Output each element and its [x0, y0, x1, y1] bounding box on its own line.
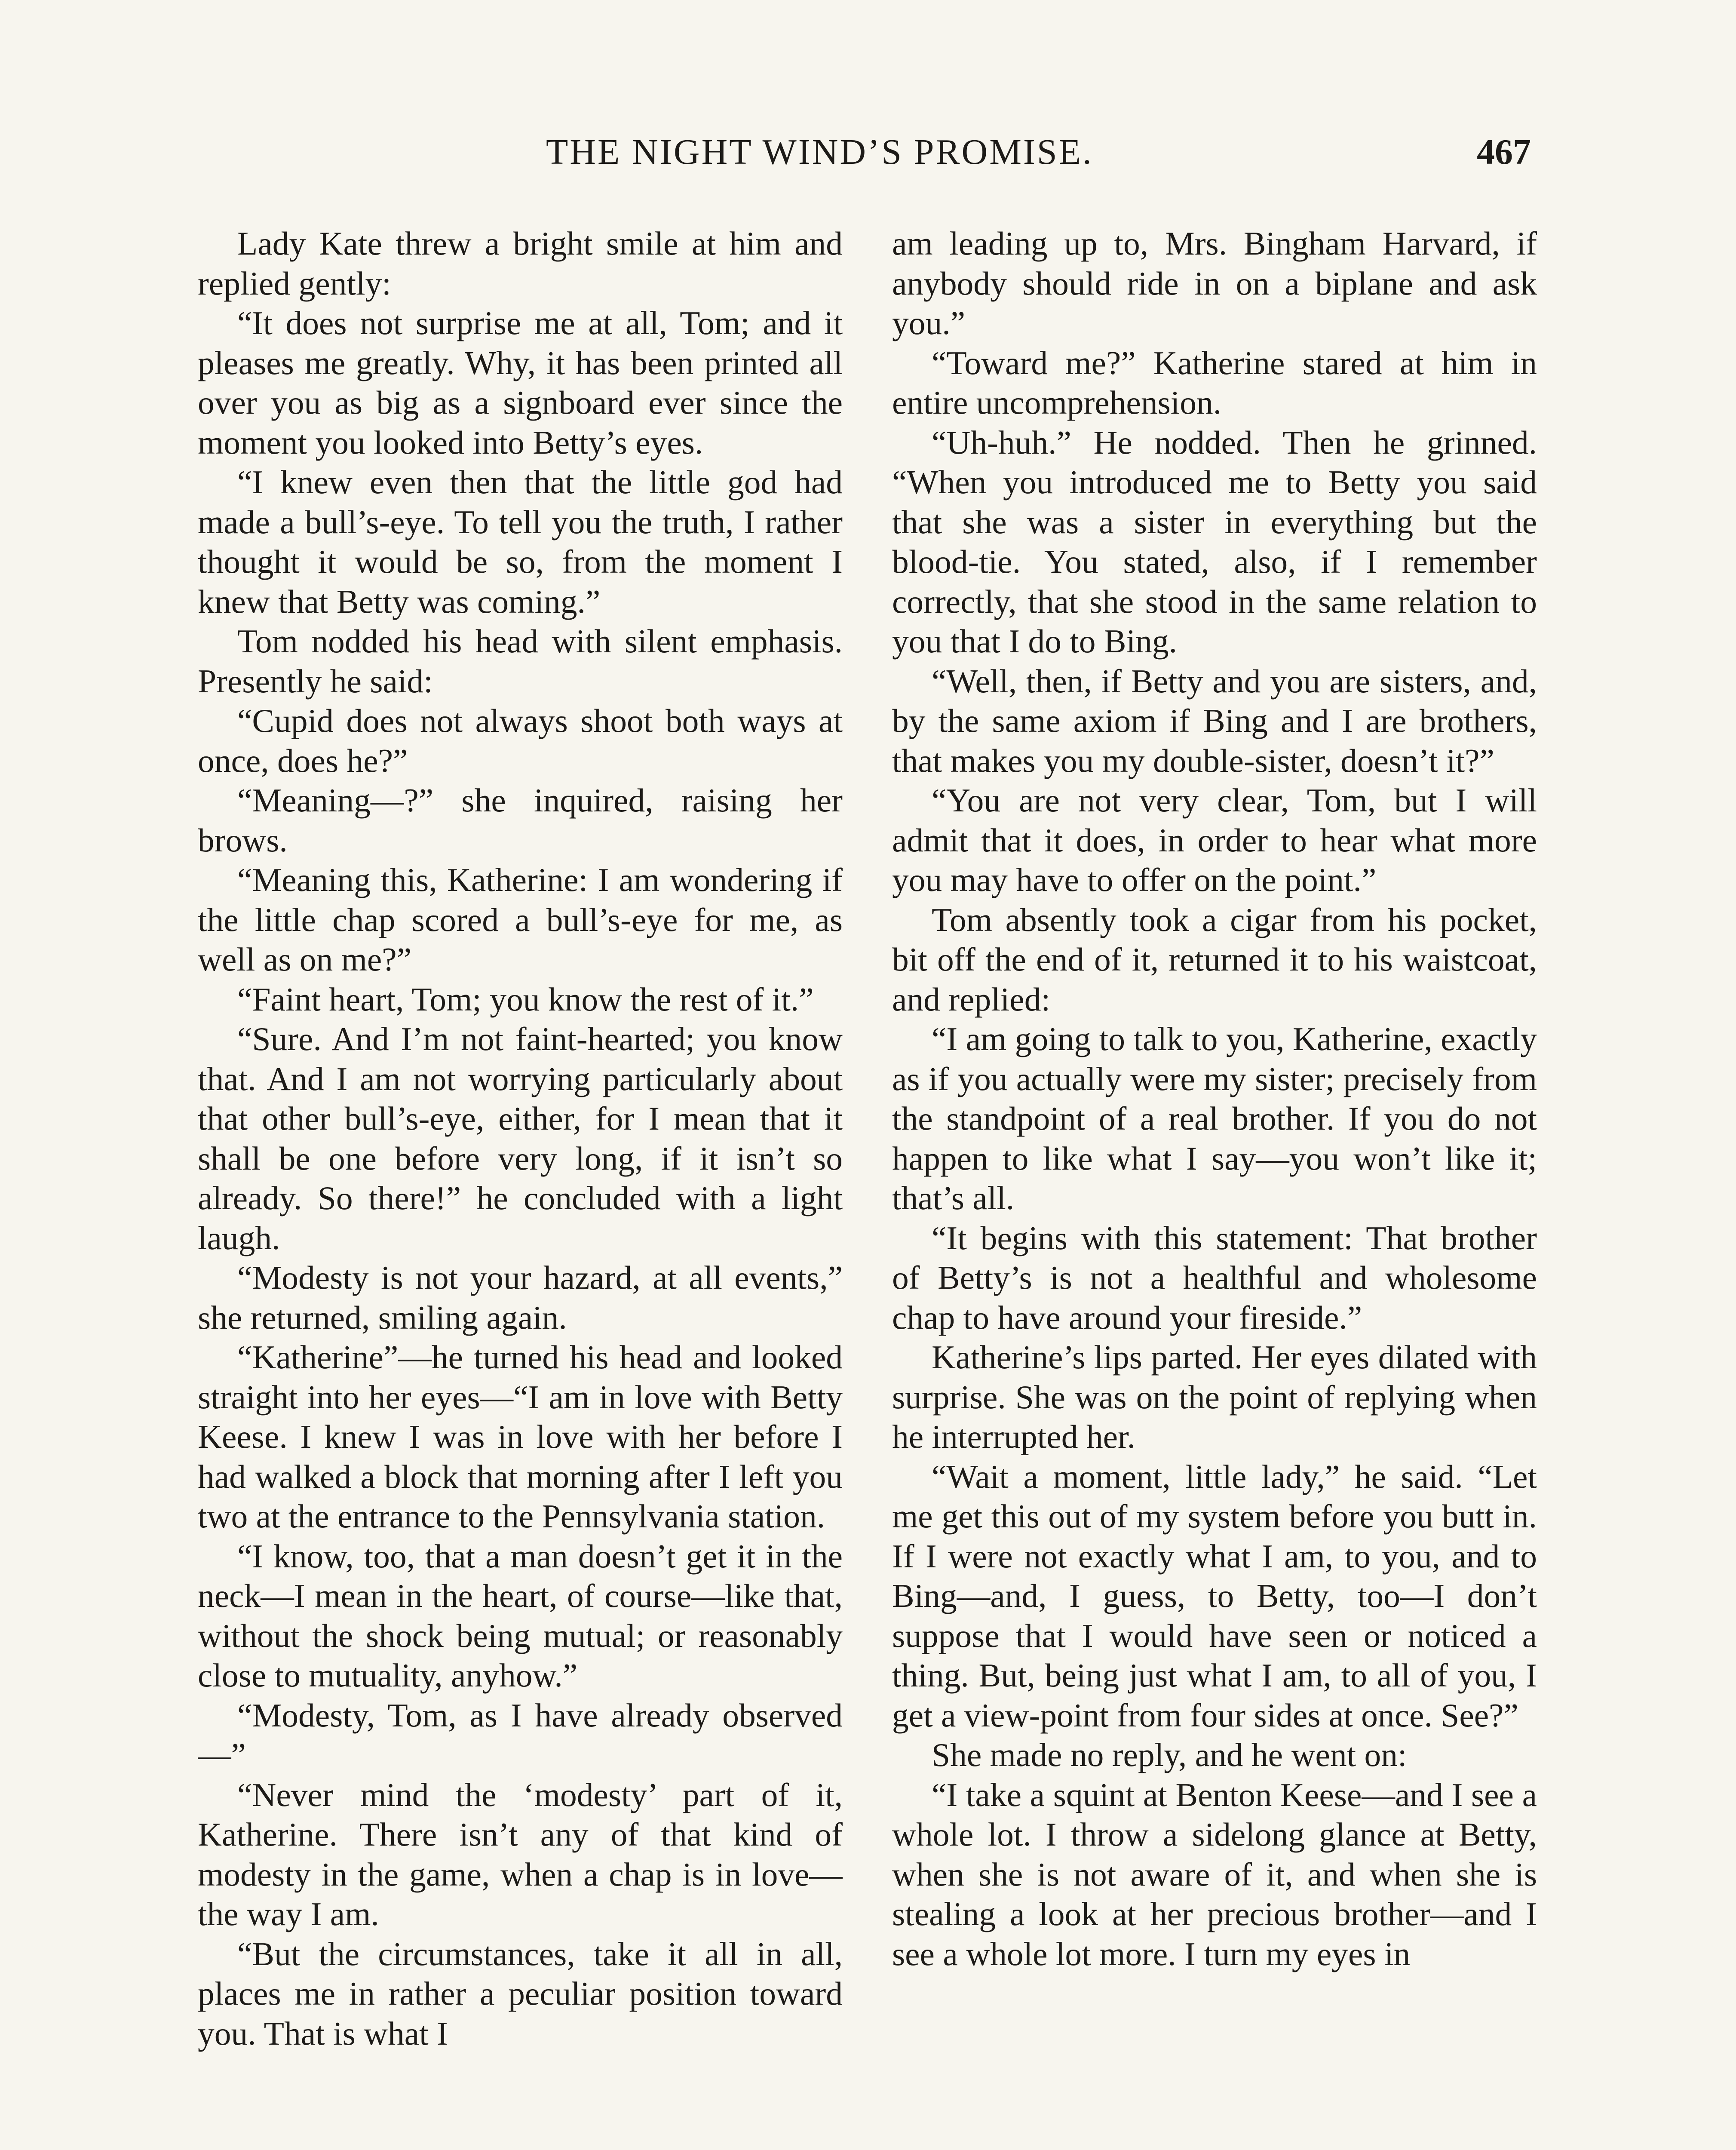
- paragraph: “Toward me?” Katherine stared at him in entire uncomprehension.: [892, 344, 1537, 421]
- left-column: [198, 224, 843, 2150]
- paragraph: Tom nodded his head with silent emphasis. Presently he said:: [198, 623, 843, 700]
- paragraph: “I am going to talk to you, Katherine, exactly as if you actually were my sister; precisely from the standpoint of a real brother. If you do not happen to like what I say—you won’t like it; that’s all.: [892, 1020, 1537, 1216]
- paragraph: “Wait a moment, little lady,” he said. “Let me get this out of my system before you butt in. If I were not exactly what I am, to you, and to Bing—and, I guess, to Betty, too—I don’t suppose that I would have seen or noticed a thing. But, being just what I am, to all of you, I get a view-point from four sides at once. See?”: [892, 1458, 1537, 1734]
- paragraph: “You are not very clear, Tom, but I will admit that it does, in order to hear what more you may have to offer on the point.”: [892, 782, 1537, 898]
- paragraph: Lady Kate threw a bright smile at him and replied gently:: [198, 225, 843, 302]
- paragraph: “Cupid does not always shoot both ways at once, does he?”: [198, 702, 843, 779]
- paragraph: “It does not surprise me at all, Tom; and it pleases me greatly. Why, it has been printed all over you as big as a signboard ever since the moment you looked into Betty’s eyes.: [198, 304, 843, 461]
- paragraph: “Meaning this, Katherine: I am wondering if the little chap scored a bull’s-eye for me, as well as on me?”: [198, 861, 843, 978]
- paragraph: Tom absently took a cigar from his pocket, bit off the end of it, returned it to his waistcoat, and replied:: [892, 901, 1537, 1018]
- paragraph: “It begins with this statement: That brother of Betty’s is not a healthful and wholesome chap to have around your fireside.”: [892, 1219, 1537, 1336]
- paragraph: Katherine’s lips parted. Her eyes dilated with surprise. She was on the point of replying when he interrupted her.: [892, 1339, 1537, 1455]
- running-title: THE NIGHT WIND’S PROMISE.: [546, 132, 1093, 172]
- paragraph: “Uh-huh.” He nodded. Then he grinned. “When you introduced me to Betty you said that she was a sister in everything but the blood-tie. You stated, also, if I remember correctly, that she stood in the same relation to you that I do to Bing.: [892, 424, 1537, 660]
- page-number: 467: [1477, 132, 1531, 172]
- paragraph: “But the circumstances, take it all in all, places me in rather a peculiar position toward you. That is what I: [198, 1935, 843, 2052]
- paragraph-continued: am leading up to, Mrs. Bingham Harvard, if anybody should ride in on a biplane and ask you.”: [892, 225, 1537, 341]
- paragraph: She made no reply, and he went on:: [932, 1736, 1407, 1773]
- paragraph: “Faint heart, Tom; you know the rest of it.”: [237, 980, 814, 1018]
- paragraph: “Modesty, Tom, as I have already observed—”: [198, 1696, 843, 1773]
- paragraph: “I know, too, that a man doesn’t get it in the neck—I mean in the heart, of course—like that, without the shock being mutual; or reasonably close to mutuality, anyhow.”: [198, 1537, 843, 1694]
- running-header: [0, 131, 1736, 174]
- paragraph: “Never mind the ‘modesty’ part of it, Katherine. There isn’t any of that kind of modesty in the game, when a chap is in love—the way I am.: [198, 1776, 843, 1932]
- paragraph: “Sure. And I’m not faint-hearted; you know that. And I am not worrying particularly about that other bull’s-eye, either, for I mean that it shall be one before very long, if it isn’t so already. So there!” he concluded with a light laugh.: [198, 1020, 843, 1256]
- paragraph: “Meaning—?” she inquired, raising her brows.: [198, 782, 843, 859]
- right-column: [892, 224, 1537, 2150]
- paragraph: “I take a squint at Benton Keese—and I see a whole lot. I throw a sidelong glance at Betty, when she is not aware of it, and when she is stealing a look at her precious brother—and I see a whole lot more. I turn my eyes in: [892, 1776, 1537, 1972]
- paragraph: “Well, then, if Betty and you are sisters, and, by the same axiom if Bing and I are brothers, that makes you my double-sister, doesn’t it?”: [892, 662, 1537, 779]
- paragraph: “Modesty is not your hazard, at all events,” she returned, smiling again.: [198, 1259, 843, 1336]
- paragraph: “I knew even then that the little god had made a bull’s-eye. To tell you the truth, I rather thought it would be so, from the moment I knew that Betty was coming.”: [198, 464, 843, 620]
- paragraph: “Katherine”—he turned his head and looked straight into her eyes—“I am in love with Betty Keese. I knew I was in love with her before I had walked a block that morning after I left you two at the entrance to the Pennsylvania station.: [198, 1339, 843, 1535]
